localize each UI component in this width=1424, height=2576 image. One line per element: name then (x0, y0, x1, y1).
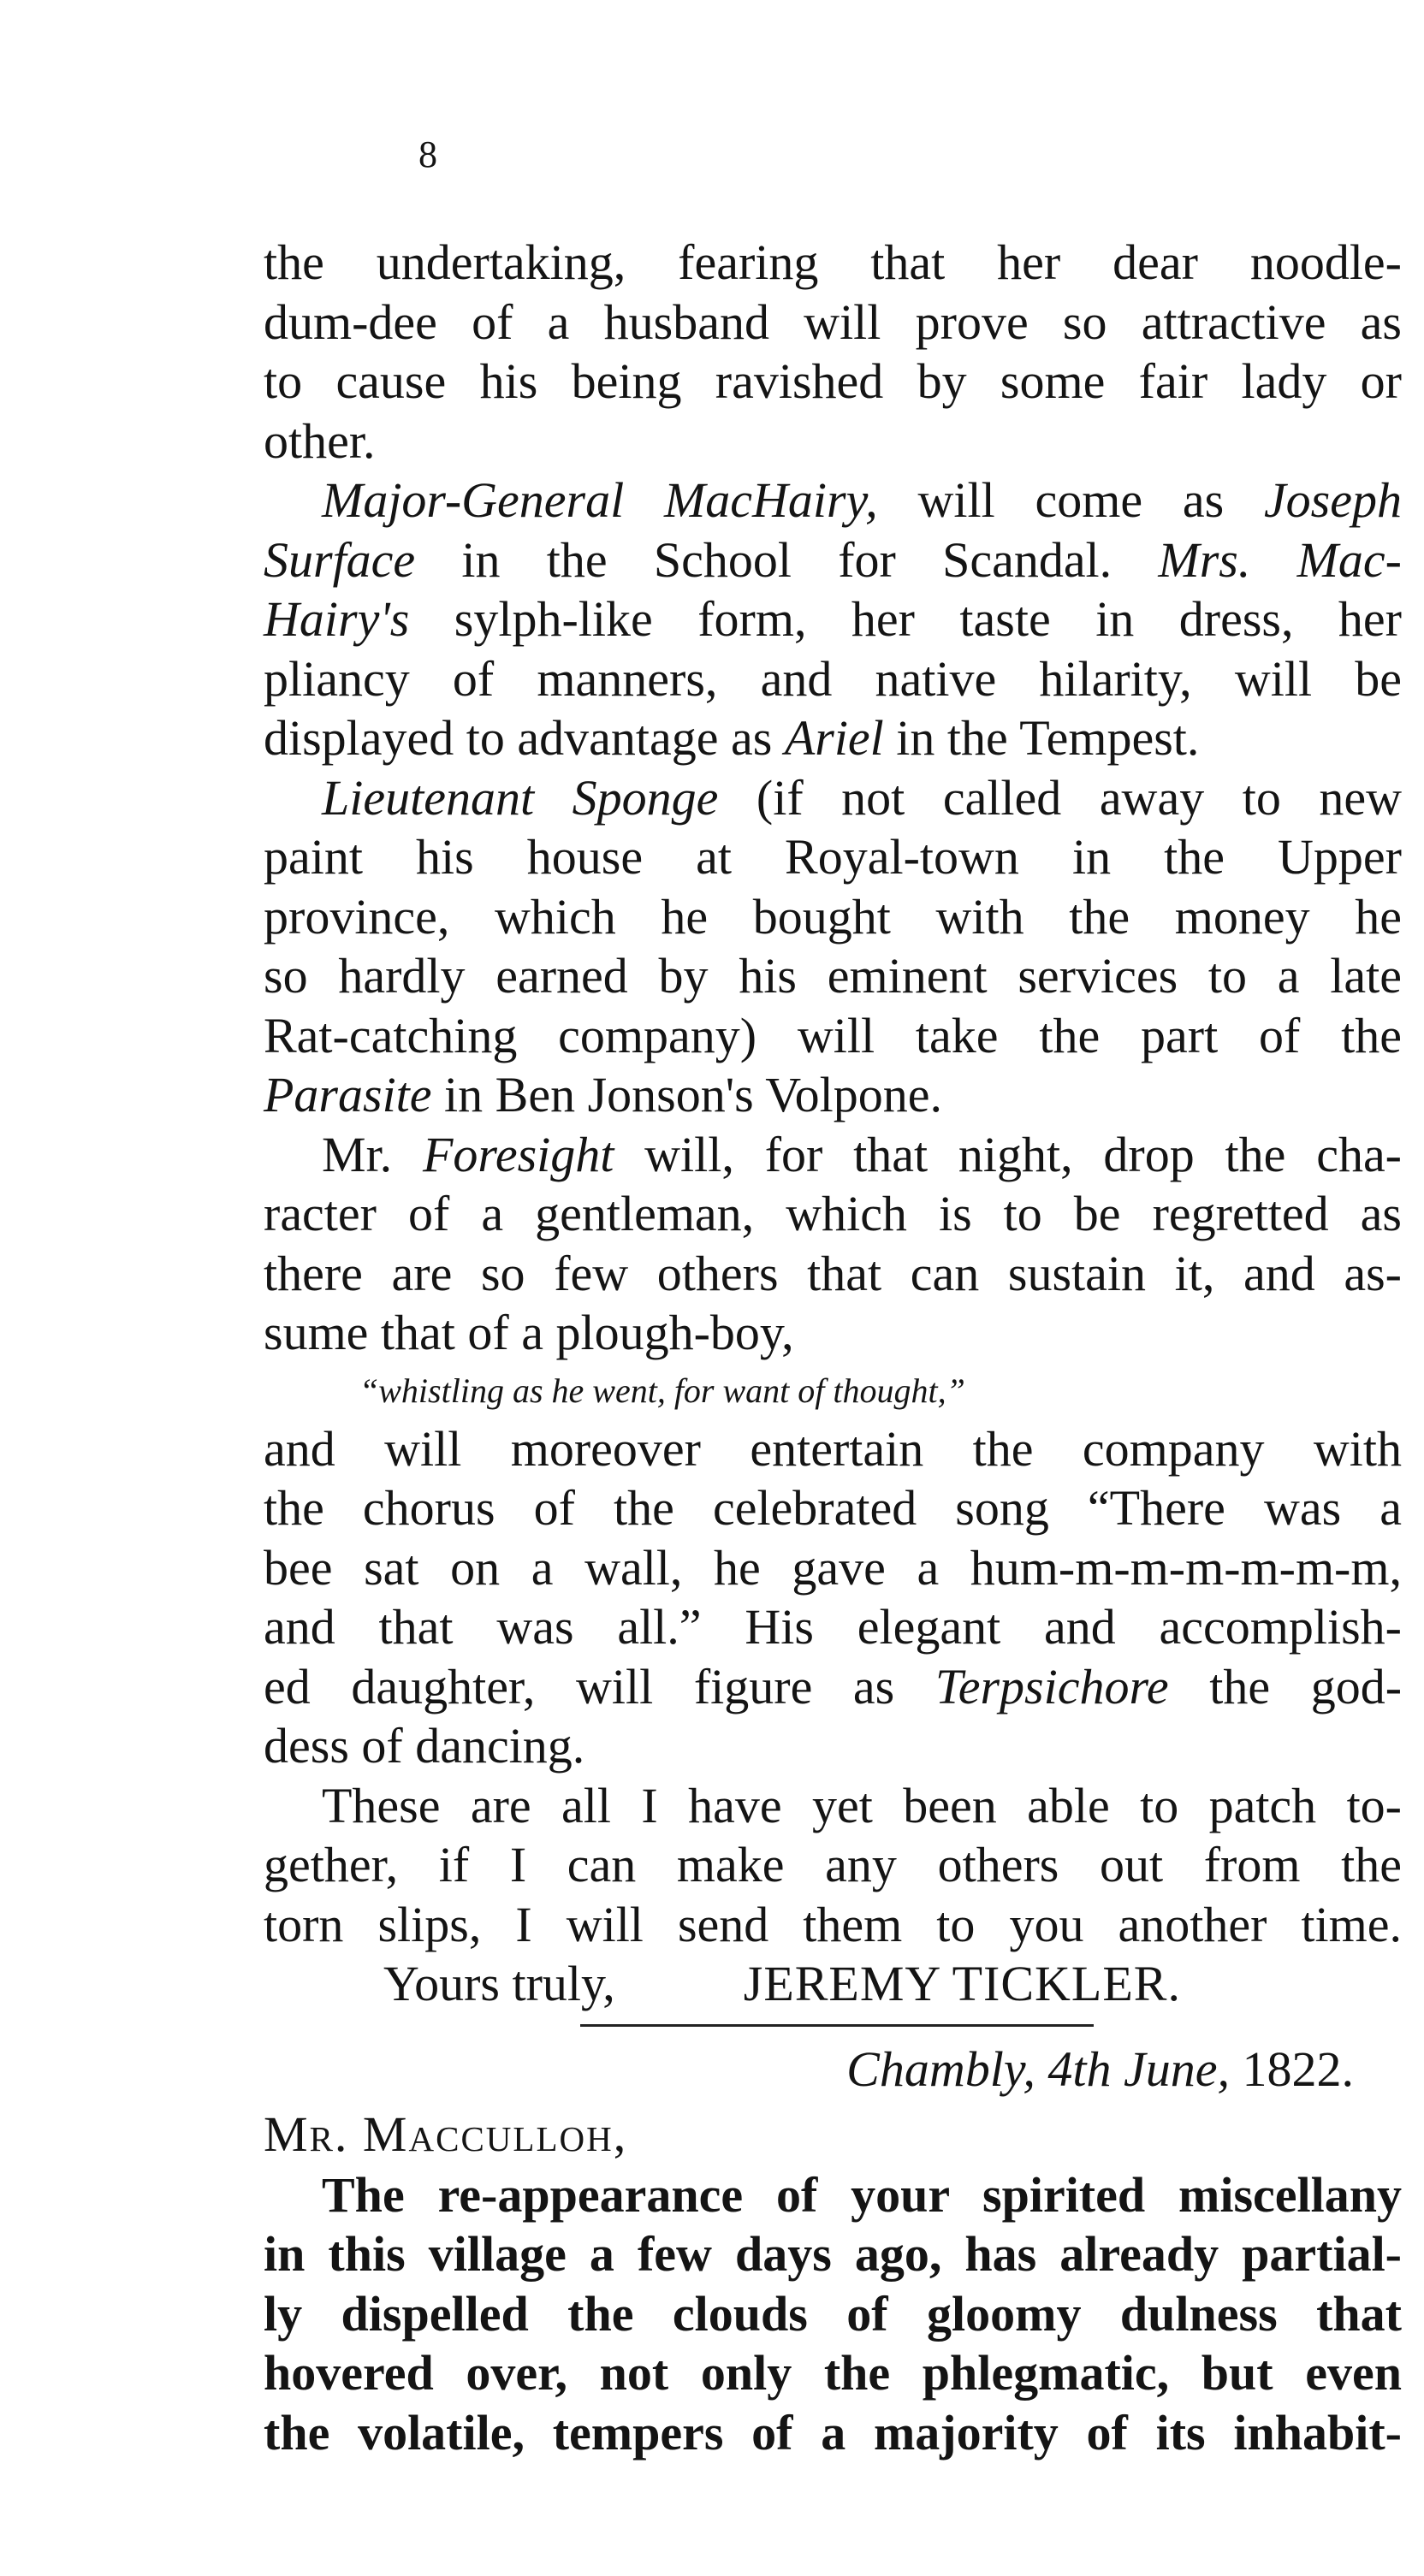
text-line: province, which he bought with the money he (264, 888, 1402, 945)
role-name: Ariel (784, 710, 884, 766)
text-line: bee sat on a wall, he gave a hum-m-m-m-m-m-m, (264, 1539, 1402, 1596)
text-line: Lieutenant Sponge (if not called away to new (322, 769, 1402, 826)
page-body (264, 233, 1402, 2462)
text-line: torn slips, I will send them to you another time. (264, 1896, 1402, 1952)
character-name: Mrs. Mac- (1158, 531, 1402, 588)
text-line: Hairy's sylph-like form, her taste in dress, her (264, 591, 1402, 647)
text-line: Major-General MacHairy, will come as Joseph (322, 472, 1402, 528)
text-line: and will moreover entertain the company with (264, 1420, 1402, 1477)
text-line: The re-appearance of your spirited miscellany (322, 2166, 1402, 2223)
paragraph-undertaking (264, 233, 1402, 471)
role-name: Joseph (1263, 472, 1402, 528)
text-line: These are all I have yet been able to patch to- (322, 1777, 1402, 1833)
paragraph-foresight (264, 1125, 1402, 1363)
salutation: Mr. Macculloh, (264, 2105, 628, 2162)
section-divider (580, 2024, 1094, 2027)
text-line: ed daughter, will figure as Terpsichore the god- (264, 1658, 1403, 1714)
character-name: Lieutenant Sponge (322, 769, 719, 826)
text-line: to cause his being ravished by some fair lady or (264, 353, 1402, 409)
text-line: ly dispelled the clouds of gloomy dulness that (264, 2285, 1402, 2342)
text-line: pliancy of manners, and native hilarity, will be (264, 650, 1402, 707)
year: 1822. (1230, 2040, 1354, 2097)
text-line: the volatile, tempers of a majority of its inhabit- (264, 2404, 1402, 2461)
signature-name: JEREMY TICKLER. (743, 1956, 1181, 2011)
text-line: in this village a few days ago, has already partial- (264, 2226, 1402, 2282)
character-name: Major-General MacHairy, (322, 472, 878, 528)
text-line: the undertaking, fearing that her dear noodle- (264, 234, 1402, 290)
paragraph-letter (264, 2165, 1402, 2463)
text-line: there are so few others that can sustain it, and as- (264, 1245, 1402, 1301)
character-name: Foresight (422, 1126, 614, 1182)
text-line: paint his house at Royal-town in the Upper (264, 829, 1402, 885)
text-line: Surface in the School for Scandal. Mrs. Mac- (264, 531, 1402, 588)
quotation: “whistling as he went, for want of thought,” (359, 1371, 965, 1410)
role-name: Surface (264, 531, 416, 588)
letter-signoff (264, 1954, 1402, 2014)
dateline (264, 2035, 1402, 2104)
text-line: dess of dancing. (264, 1718, 585, 1774)
role-name: Parasite (264, 1067, 432, 1122)
text-line: displayed to advantage as Ariel in the Tempest. (264, 710, 1200, 766)
text-line: and that was all.” His elegant and accomplish- (264, 1599, 1402, 1655)
paragraph-sponge (264, 768, 1402, 1125)
text-line: hovered over, not only the phlegmatic, but even (264, 2345, 1402, 2401)
text-line: other. (264, 412, 376, 469)
text-line: the chorus of the celebrated song “There was a (264, 1480, 1402, 1536)
text-line: Rat-catching company) will take the part of the (264, 1007, 1402, 1063)
text-line: gether, if I can make any others out from the (264, 1837, 1402, 1892)
paragraph-patch (264, 1776, 1402, 1955)
paragraph-chorus (264, 1419, 1402, 1776)
text-line: dum-dee of a husband will prove so attractive as (264, 293, 1402, 350)
page-number: 8 (418, 133, 437, 175)
text-line: racter of a gentleman, which is to be regretted as (264, 1186, 1402, 1241)
text-line: Mr. Foresight will, for that night, drop the cha- (322, 1126, 1402, 1182)
text-line: sume that of a plough-boy, (264, 1305, 794, 1360)
closing: Yours truly, (383, 1956, 615, 2011)
text-line: Parasite in Ben Jonson's Volpone. (264, 1067, 942, 1122)
role-name: Terpsichore (934, 1658, 1169, 1714)
paragraph-machairy (264, 471, 1402, 768)
text-line: so hardly earned by his eminent services to a late (264, 948, 1402, 1004)
place-date: Chambly, 4th June, (846, 2040, 1230, 2097)
character-name: Hairy's (264, 591, 410, 647)
